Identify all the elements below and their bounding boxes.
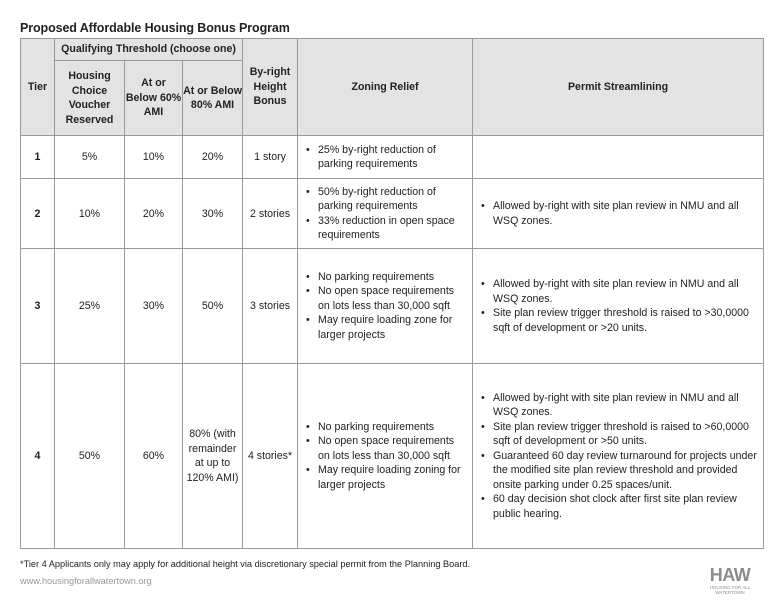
zoning-list — [298, 420, 472, 493]
zoning-list — [298, 185, 472, 243]
list-item: • Allowed by-right with site plan review in NMU and all WSQ zones. — [493, 199, 759, 228]
permit-cell — [473, 249, 764, 364]
list-item: • No parking requirements — [318, 270, 468, 285]
haw-logo — [700, 566, 760, 595]
permit-cell — [473, 364, 764, 549]
zoning-list — [298, 143, 472, 172]
zoning-cell — [298, 136, 473, 179]
voucher-cell: 50% — [55, 364, 125, 549]
header-height-bonus: By-right Height Bonus — [243, 39, 298, 136]
logo-subtitle: HOUSING FOR ALL WATERTOWN — [709, 585, 751, 595]
footnote: *Tier 4 Applicants only may apply for additional height via discretionary special permit from the Planning Board. — [20, 559, 471, 569]
list-item: • 33% reduction in open space requirements — [318, 214, 468, 243]
logo-mark: HAW — [709, 565, 751, 585]
list-item: • Site plan review trigger threshold is raised to >60,0000 sqft of development or >50 units. — [493, 420, 759, 449]
header-tier: Tier — [21, 39, 55, 136]
zoning-list — [298, 270, 472, 343]
header-zoning-relief: Zoning Relief — [298, 39, 473, 136]
ami60-cell: 10% — [125, 136, 183, 179]
permit-cell — [473, 179, 764, 249]
zoning-cell — [298, 179, 473, 249]
tier-cell: 4 — [21, 364, 55, 549]
header-ami-80: At or Below 80% AMI — [183, 61, 243, 136]
height-cell: 2 stories — [243, 179, 298, 249]
list-item: • Allowed by-right with site plan review in NMU and all WSQ zones. — [493, 277, 759, 306]
permit-list — [473, 391, 763, 522]
height-cell: 4 stories* — [243, 364, 298, 549]
ami80-cell: 50% — [183, 249, 243, 364]
permit-list — [473, 277, 763, 335]
tier-cell: 3 — [21, 249, 55, 364]
page-title: Proposed Affordable Housing Bonus Program — [20, 21, 290, 35]
ami60-cell: 30% — [125, 249, 183, 364]
table-row — [21, 364, 764, 549]
list-item: • 60 day decision shot clock after first site plan review public hearing. — [493, 492, 759, 521]
ami80-cell: 80% (with remainder at up to 120% AMI) — [183, 364, 243, 549]
website-link[interactable]: www.housingforallwatertown.org — [20, 576, 152, 586]
header-ami-60: At or Below 60% AMI — [125, 61, 183, 136]
table-row — [21, 179, 764, 249]
table-row — [21, 249, 764, 364]
list-item: • No parking requirements — [318, 420, 468, 435]
tier-cell: 2 — [21, 179, 55, 249]
list-item: • 25% by-right reduction of parking requirements — [318, 143, 468, 172]
height-cell: 3 stories — [243, 249, 298, 364]
list-item: • No open space requirements on lots less than 30,000 sqft — [318, 284, 468, 313]
list-item: • May require loading zoning for larger projects — [318, 463, 468, 492]
zoning-cell — [298, 249, 473, 364]
voucher-cell: 10% — [55, 179, 125, 249]
list-item: • May require loading zone for larger projects — [318, 313, 468, 342]
tier-cell: 1 — [21, 136, 55, 179]
list-item: • 50% by-right reduction of parking requirements — [318, 185, 468, 214]
ami60-cell: 60% — [125, 364, 183, 549]
list-item: • Allowed by-right with site plan review in NMU and all WSQ zones. — [493, 391, 759, 420]
permit-cell — [473, 136, 764, 179]
housing-bonus-table — [20, 38, 764, 549]
header-qualifying-threshold: Qualifying Threshold (choose one) — [55, 39, 243, 61]
list-item: • No open space requirements on lots less than 30,000 sqft — [318, 434, 468, 463]
zoning-cell — [298, 364, 473, 549]
ami80-cell: 20% — [183, 136, 243, 179]
header-housing-choice: Housing Choice Voucher Reserved — [55, 61, 125, 136]
permit-list — [473, 199, 763, 228]
voucher-cell: 5% — [55, 136, 125, 179]
ami60-cell: 20% — [125, 179, 183, 249]
ami80-cell: 30% — [183, 179, 243, 249]
header-permit-streamlining: Permit Streamlining — [473, 39, 764, 136]
table-row — [21, 136, 764, 179]
height-cell: 1 story — [243, 136, 298, 179]
list-item: • Guaranteed 60 day review turnaround for projects under the modified site plan review threshold and provided onsite parking under 0.25 spaces/unit. — [493, 449, 759, 493]
voucher-cell: 25% — [55, 249, 125, 364]
list-item: • Site plan review trigger threshold is raised to >30,0000 sqft of development or >20 units. — [493, 306, 759, 335]
